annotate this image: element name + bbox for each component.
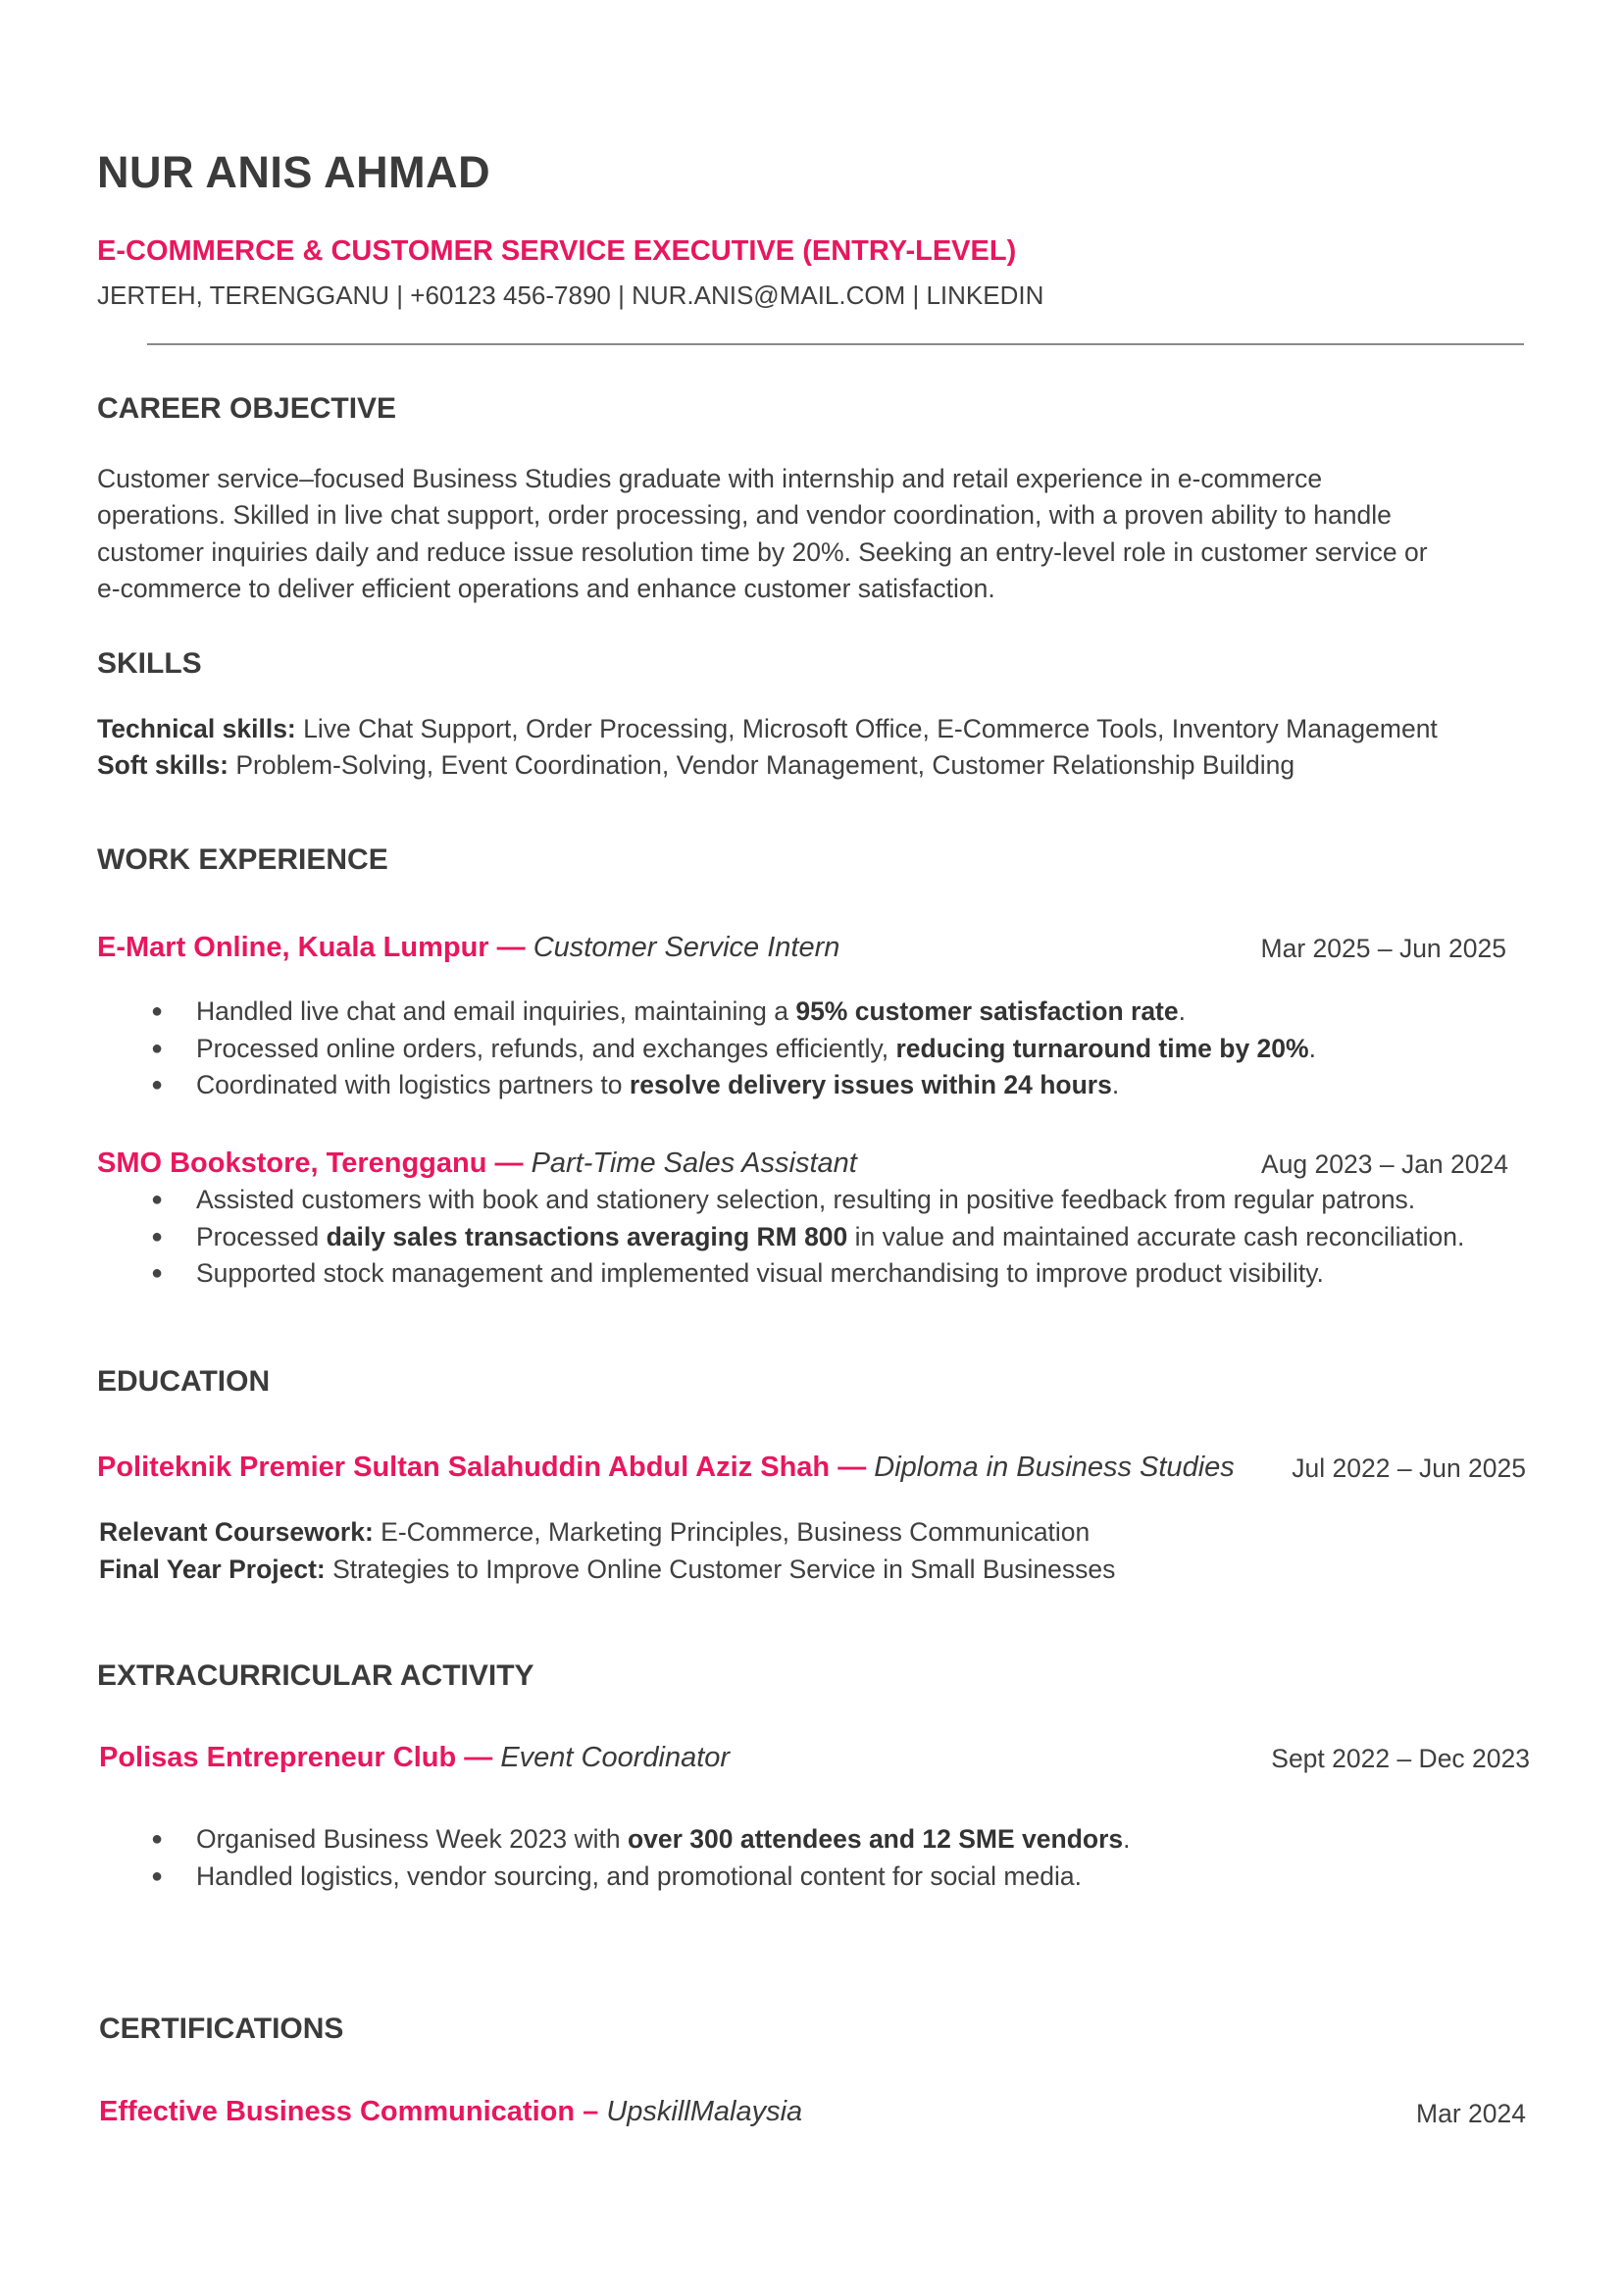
objective-line: e-commerce to deliver efficient operations and enhance customer satisfaction. bbox=[97, 574, 995, 603]
bullet-icon: ● bbox=[151, 1189, 164, 1210]
job-bullets bbox=[97, 1182, 1464, 1293]
bullet-icon: ● bbox=[151, 1037, 164, 1059]
project-value: Strategies to Improve Online Customer Service in Small Businesses bbox=[325, 1555, 1116, 1584]
candidate-name: NUR ANIS AHMAD bbox=[97, 147, 491, 197]
objective-line: Customer service–focused Business Studies graduate with internship and retail experience in e-commerce bbox=[97, 464, 1323, 493]
degree: Diploma in Business Studies bbox=[874, 1452, 1235, 1483]
bullet-icon: ● bbox=[151, 1074, 164, 1096]
job-dates: Aug 2023 – Jan 2024 bbox=[1261, 1149, 1508, 1179]
section-title-work: WORK EXPERIENCE bbox=[97, 843, 388, 876]
job-heading bbox=[97, 932, 839, 964]
section-title-education: EDUCATION bbox=[97, 1365, 271, 1398]
activity-dates: Sept 2022 – Dec 2023 bbox=[1271, 1744, 1530, 1773]
certification-name: Effective Business Communication – bbox=[99, 2096, 607, 2127]
bullet-icon: ● bbox=[151, 1864, 164, 1887]
section-title-extracurricular: EXTRACURRICULAR ACTIVITY bbox=[97, 1659, 534, 1692]
list-item: ● Organised Business Week 2023 with over 300 attendees and 12 SME vendors. bbox=[97, 1821, 1131, 1859]
certification-heading bbox=[99, 2096, 802, 2128]
technical-skills-label: Technical skills: bbox=[97, 714, 296, 743]
bullet-icon: ● bbox=[151, 1225, 164, 1248]
school-name: Politeknik Premier Sultan Salahuddin Abdul Aziz Shah — bbox=[97, 1452, 875, 1483]
final-year-project bbox=[99, 1555, 1115, 1585]
project-label: Final Year Project: bbox=[99, 1555, 326, 1584]
job-org: E-Mart Online, Kuala Lumpur — bbox=[97, 932, 533, 963]
list-item: ● Handled live chat and email inquiries, maintaining a 95% customer satisfaction rate. bbox=[97, 994, 1316, 1031]
section-title-objective: CAREER OBJECTIVE bbox=[97, 392, 397, 425]
education-heading bbox=[97, 1452, 1235, 1484]
section-title-skills: SKILLS bbox=[97, 647, 202, 680]
coursework bbox=[99, 1517, 1090, 1548]
bullet-icon: ● bbox=[151, 1828, 164, 1850]
activity-heading bbox=[99, 1742, 730, 1774]
activity-org: Polisas Entrepreneur Club — bbox=[99, 1742, 501, 1773]
coursework-label: Relevant Coursework: bbox=[99, 1517, 374, 1547]
list-item: ● Coordinated with logistics partners to resolve delivery issues within 24 hours. bbox=[97, 1067, 1316, 1104]
job-role: Part-Time Sales Assistant bbox=[531, 1147, 857, 1179]
certification-issuer: UpskillMalaysia bbox=[606, 2096, 803, 2127]
list-item: ● Handled logistics, vendor sourcing, and promotional content for social media. bbox=[97, 1859, 1131, 1896]
job-bullets bbox=[97, 994, 1316, 1104]
list-item: ● Assisted customers with book and stationery selection, resulting in positive feedback from regular patrons. bbox=[97, 1182, 1464, 1219]
soft-skills-value: Problem-Solving, Event Coordination, Vendor Management, Customer Relationship Building bbox=[228, 750, 1295, 780]
bullet-icon: ● bbox=[151, 1262, 164, 1284]
objective-line: operations. Skilled in live chat support, order processing, and vendor coordination, with a proven ability to handle bbox=[97, 500, 1392, 530]
technical-skills bbox=[97, 714, 1438, 744]
soft-skills-label: Soft skills: bbox=[97, 750, 229, 780]
job-headline: E-COMMERCE & CUSTOMER SERVICE EXECUTIVE (ENTRY-LEVEL) bbox=[97, 235, 1017, 267]
section-title-certifications: CERTIFICATIONS bbox=[99, 2013, 344, 2045]
job-heading bbox=[97, 1147, 857, 1180]
list-item: ● Processed daily sales transactions averaging RM 800 in value and maintained accurate cash reconciliation. bbox=[97, 1219, 1464, 1256]
list-item: ● Supported stock management and implemented visual merchandising to improve product visibility. bbox=[97, 1255, 1464, 1293]
header-divider bbox=[147, 343, 1524, 345]
job-role: Customer Service Intern bbox=[533, 932, 840, 963]
education-dates: Jul 2022 – Jun 2025 bbox=[1292, 1453, 1526, 1483]
technical-skills-value: Live Chat Support, Order Processing, Microsoft Office, E-Commerce Tools, Inventory Management bbox=[295, 714, 1438, 743]
bullet-icon: ● bbox=[151, 1000, 164, 1022]
coursework-value: E-Commerce, Marketing Principles, Business Communication bbox=[373, 1517, 1091, 1547]
job-dates: Mar 2025 – Jun 2025 bbox=[1260, 934, 1506, 963]
activity-role: Event Coordinator bbox=[500, 1742, 731, 1773]
contact-line: JERTEH, TERENGGANU | +60123 456-7890 | NUR.ANIS@MAIL.COM | LINKEDIN bbox=[97, 280, 1044, 310]
list-item: ● Processed online orders, refunds, and exchanges efficiently, reducing turnaround time by 20%. bbox=[97, 1031, 1316, 1068]
job-org: SMO Bookstore, Terengganu — bbox=[97, 1147, 532, 1179]
objective-line: customer inquiries daily and reduce issue resolution time by 20%. Seeking an entry-level role in customer service or bbox=[97, 537, 1428, 567]
certification-date: Mar 2024 bbox=[1416, 2099, 1526, 2128]
activity-bullets bbox=[97, 1821, 1131, 1895]
soft-skills bbox=[97, 750, 1294, 781]
